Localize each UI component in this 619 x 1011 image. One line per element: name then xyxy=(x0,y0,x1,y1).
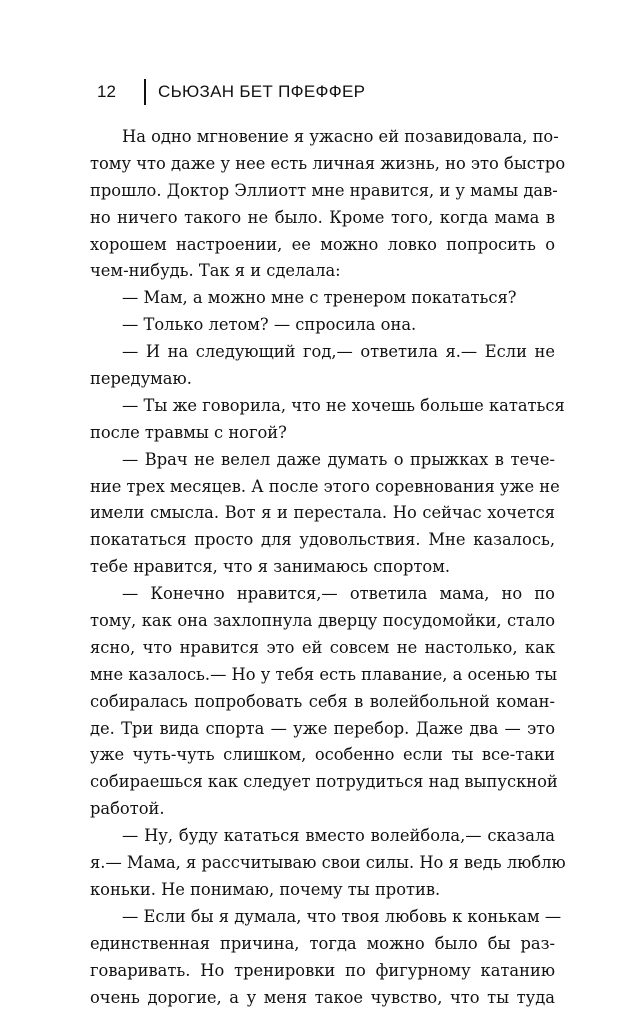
text-line: очень дорогие, а у меня такое чувство, что ты туда xyxy=(90,985,555,1011)
text-line: прошло. Доктор Эллиотт мне нравится, и у мамы дав- xyxy=(90,178,555,205)
text-line: На одно мгновение я ужасно ей позавидовала, по- xyxy=(90,124,555,151)
text-line: — Ну, буду кататься вместо волейбола,— сказала xyxy=(90,823,555,850)
running-head-author: СЬЮЗАН БЕТ ПФЕФФЕР xyxy=(158,82,365,102)
text-line: после травмы с ногой? xyxy=(90,420,555,447)
text-line: — Только летом? — спросила она. xyxy=(90,312,555,339)
text-line: коньки. Не понимаю, почему ты против. xyxy=(90,877,555,904)
text-line: уже чуть-чуть слишком, особенно если ты все-таки xyxy=(90,742,555,769)
text-line: чем-нибудь. Так я и сделала: xyxy=(90,258,555,285)
text-line: но ничего такого не было. Кроме того, когда мама в xyxy=(90,205,555,232)
text-line: — Врач не велел даже думать о прыжках в тече- xyxy=(90,447,555,474)
text-line: — Если бы я думала, что твоя любовь к конькам — xyxy=(90,904,555,931)
text-line: тому, как она захлопнула дверцу посудомойки, стало xyxy=(90,608,555,635)
body-text xyxy=(90,124,555,1011)
header-divider xyxy=(144,79,146,105)
page-number: 12 xyxy=(97,82,141,102)
text-line: ясно, что нравится это ей совсем не настолько, как xyxy=(90,635,555,662)
text-line: собираешься как следует потрудиться над выпускной xyxy=(90,769,555,796)
text-line: передумаю. xyxy=(90,366,555,393)
text-line: мне казалось.— Но у тебя есть плавание, а осенью ты xyxy=(90,662,555,689)
text-line: хорошем настроении, ее можно ловко попросить о xyxy=(90,232,555,259)
text-line: покататься просто для удовольствия. Мне казалось, xyxy=(90,527,555,554)
text-line: тому что даже у нее есть личная жизнь, но это быстро xyxy=(90,151,555,178)
text-line: де. Три вида спорта — уже перебор. Даже два — это xyxy=(90,716,555,743)
text-line: я.— Мама, я рассчитываю свои силы. Но я ведь люблю xyxy=(90,850,555,877)
text-line: имели смысла. Вот я и перестала. Но сейчас хочется xyxy=(90,500,555,527)
text-line: тебе нравится, что я занимаюсь спортом. xyxy=(90,554,555,581)
text-line: — Конечно нравится,— ответила мама, но по xyxy=(90,581,555,608)
text-line: ние трех месяцев. А после этого соревнования уже не xyxy=(90,474,555,501)
text-line: — Ты же говорила, что не хочешь больше кататься xyxy=(90,393,555,420)
text-line: — Мам, а можно мне с тренером покататься? xyxy=(90,285,555,312)
text-line: собиралась попробовать себя в волейбольной коман- xyxy=(90,689,555,716)
text-line: говаривать. Но тренировки по фигурному катанию xyxy=(90,958,555,985)
text-line: — И на следующий год,— ответила я.— Если не xyxy=(90,339,555,366)
page-header xyxy=(97,79,365,105)
text-line: работой. xyxy=(90,796,555,823)
text-line: единственная причина, тогда можно было бы раз- xyxy=(90,931,555,958)
